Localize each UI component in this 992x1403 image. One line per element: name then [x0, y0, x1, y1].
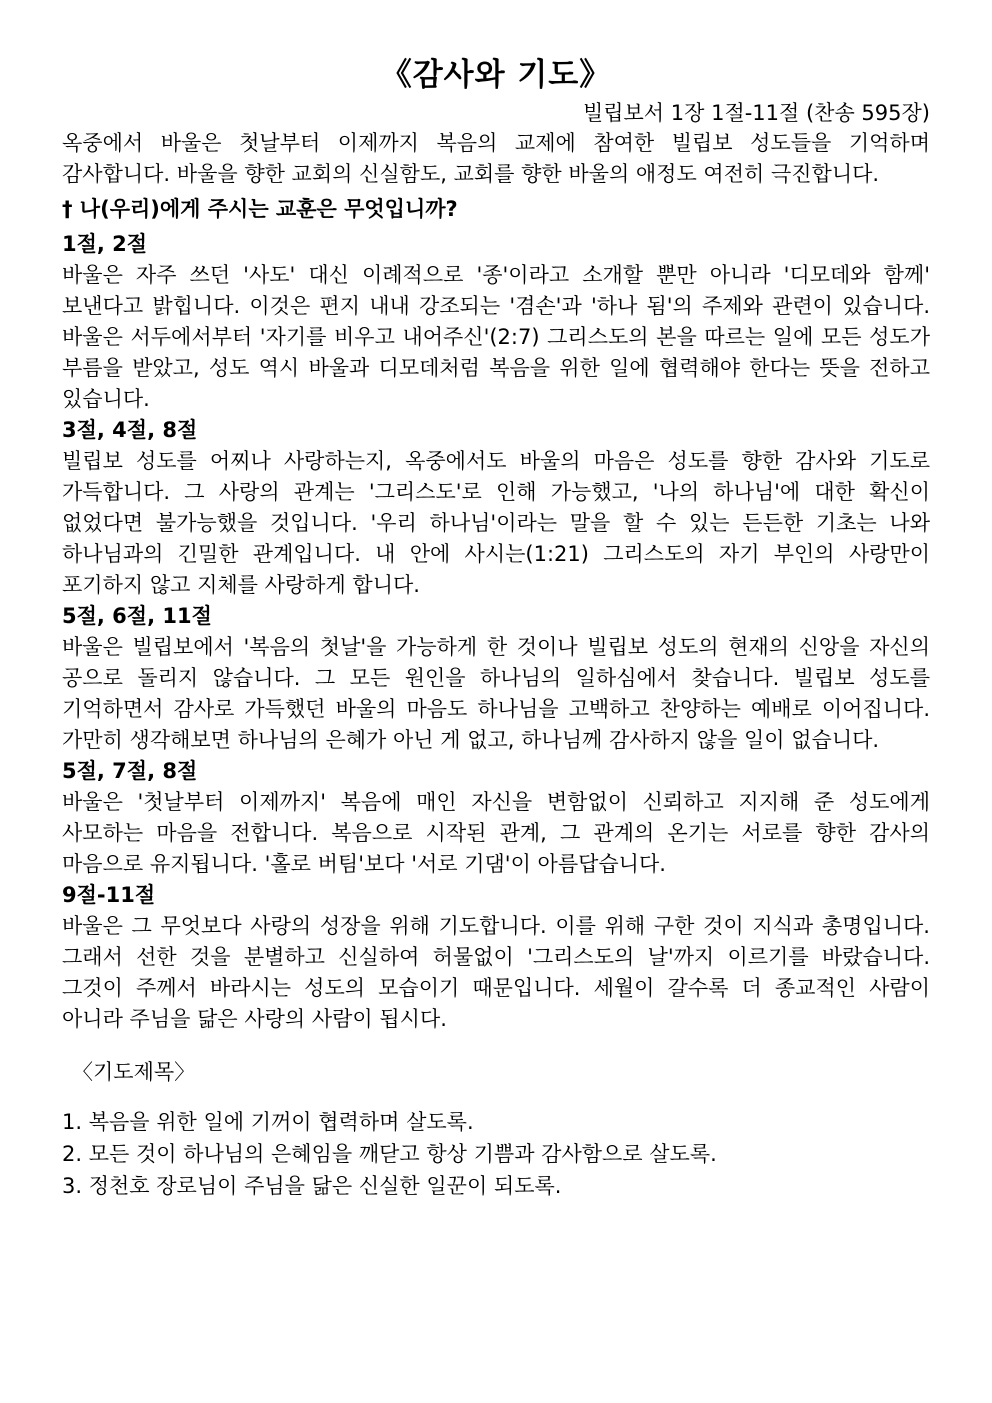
intro-paragraph: 옥중에서 바울은 첫날부터 이제까지 복음의 교제에 참여한 빌립보 성도들을 기억하며 감사합니다. 바울을 향한 교회의 신실함도, 교회를 향한 바울의 애정도 여전히 극진합니다.: [62, 131, 930, 186]
verse-heading: 9절-11절: [62, 883, 156, 907]
prayer-item: 2. 모든 것이 하나님의 은혜임을 깨닫고 항상 기쁨과 감사함으로 살도록.: [62, 1142, 717, 1166]
lesson-question: † 나(우리)에게 주시는 교훈은 무엇입니까?: [62, 197, 458, 221]
section-text: 바울은 자주 쓰던 '사도' 대신 이례적으로 '종'이라고 소개할 뿐만 아니라 '디모데와 함께' 보낸다고 밝힙니다. 이것은 편지 내내 강조되는 '겸손'과 '하나 됨'의 주제와 관련이 있습니다. 바울은 서두에서부터 '자기를 비우고 내어주신'(2:7) 그리스도의 본을 따르는 일에 모든 성도가 부름을 받았고, 성도 역시 바울과 디모데처럼 복음을 위한 일에 협력해야 한다는 뜻을 전하고 있습니다.: [62, 263, 930, 411]
section-text: 바울은 빌립보에서 '복음의 첫날'을 가능하게 한 것이나 빌립보 성도의 현재의 신앙을 자신의 공으로 돌리지 않습니다. 그 모든 원인을 하나님의 일하심에서 찾습니다. 빌립보 성도를 기억하면서 감사로 가득했던 바울의 마음도 하나님을 고백하고 찬양하는 예배로 이어집니다. 가만히 생각해보면 하나님의 은혜가 아닌 게 없고, 하나님께 감사하지 않을 일이 없습니다.: [62, 635, 930, 752]
section-5: [62, 880, 930, 1035]
verse-heading: 5절, 6절, 11절: [62, 604, 212, 628]
verse-heading: 3절, 4절, 8절: [62, 418, 198, 442]
section-text: 빌립보 성도를 어찌나 사랑하는지, 옥중에서도 바울의 마음은 성도를 향한 감사와 기도로 가득합니다. 그 사랑의 관계는 '그리스도'로 인해 가능했고, '나의 하나님'에 대한 확신이 없었다면 불가능했을 것입니다. '우리 하나님'이라는 말을 할 수 있는 든든한 기초는 나와 하나님과의 긴밀한 관계입니다. 내 안에 사시는(1:21) 그리스도의 자기 부인의 사랑만이 포기하지 않고 지체를 사랑하게 합니다.: [62, 449, 930, 597]
document-page: [62, 52, 930, 1202]
scripture-reference: 빌립보서 1장 1절-11절 (찬송 595장): [582, 101, 930, 125]
section-text: 바울은 그 무엇보다 사랑의 성장을 위해 기도합니다. 이를 위해 구한 것이 지식과 총명입니다. 그래서 선한 것을 분별하고 신실하여 허물없이 '그리스도의 날'까지 이르기를 바랐습니다. 그것이 주께서 바라시는 성도의 모습이기 때문입니다. 세월이 갈수록 더 종교적인 사람이 아니라 주님을 닮은 사랑의 사람이 됩시다.: [62, 914, 930, 1031]
verse-heading: 5절, 7절, 8절: [62, 759, 198, 783]
prayer-item: 1. 복음을 위한 일에 기꺼이 협력하며 살도록.: [62, 1110, 474, 1134]
prayer-topics-heading: 〈기도제목〉: [72, 1060, 196, 1084]
prayer-item: 3. 정천호 장로님이 주님을 닮은 신실한 일꾼이 되도록.: [62, 1174, 562, 1198]
verse-heading: 1절, 2절: [62, 232, 148, 256]
section-3: [62, 601, 930, 756]
section-4: [62, 756, 930, 880]
document-title: 《감사와 기도》: [380, 57, 612, 93]
section-1: [62, 229, 930, 415]
section-2: [62, 415, 930, 601]
prayer-list: [62, 1106, 930, 1202]
section-text: 바울은 '첫날부터 이제까지' 복음에 매인 자신을 변함없이 신뢰하고 지지해 준 성도에게 사모하는 마음을 전합니다. 복음으로 시작된 관계, 그 관계의 온기는 서로를 향한 감사의 마음으로 유지됩니다. '홀로 버팀'보다 '서로 기댐'이 아름답습니다.: [62, 790, 930, 876]
